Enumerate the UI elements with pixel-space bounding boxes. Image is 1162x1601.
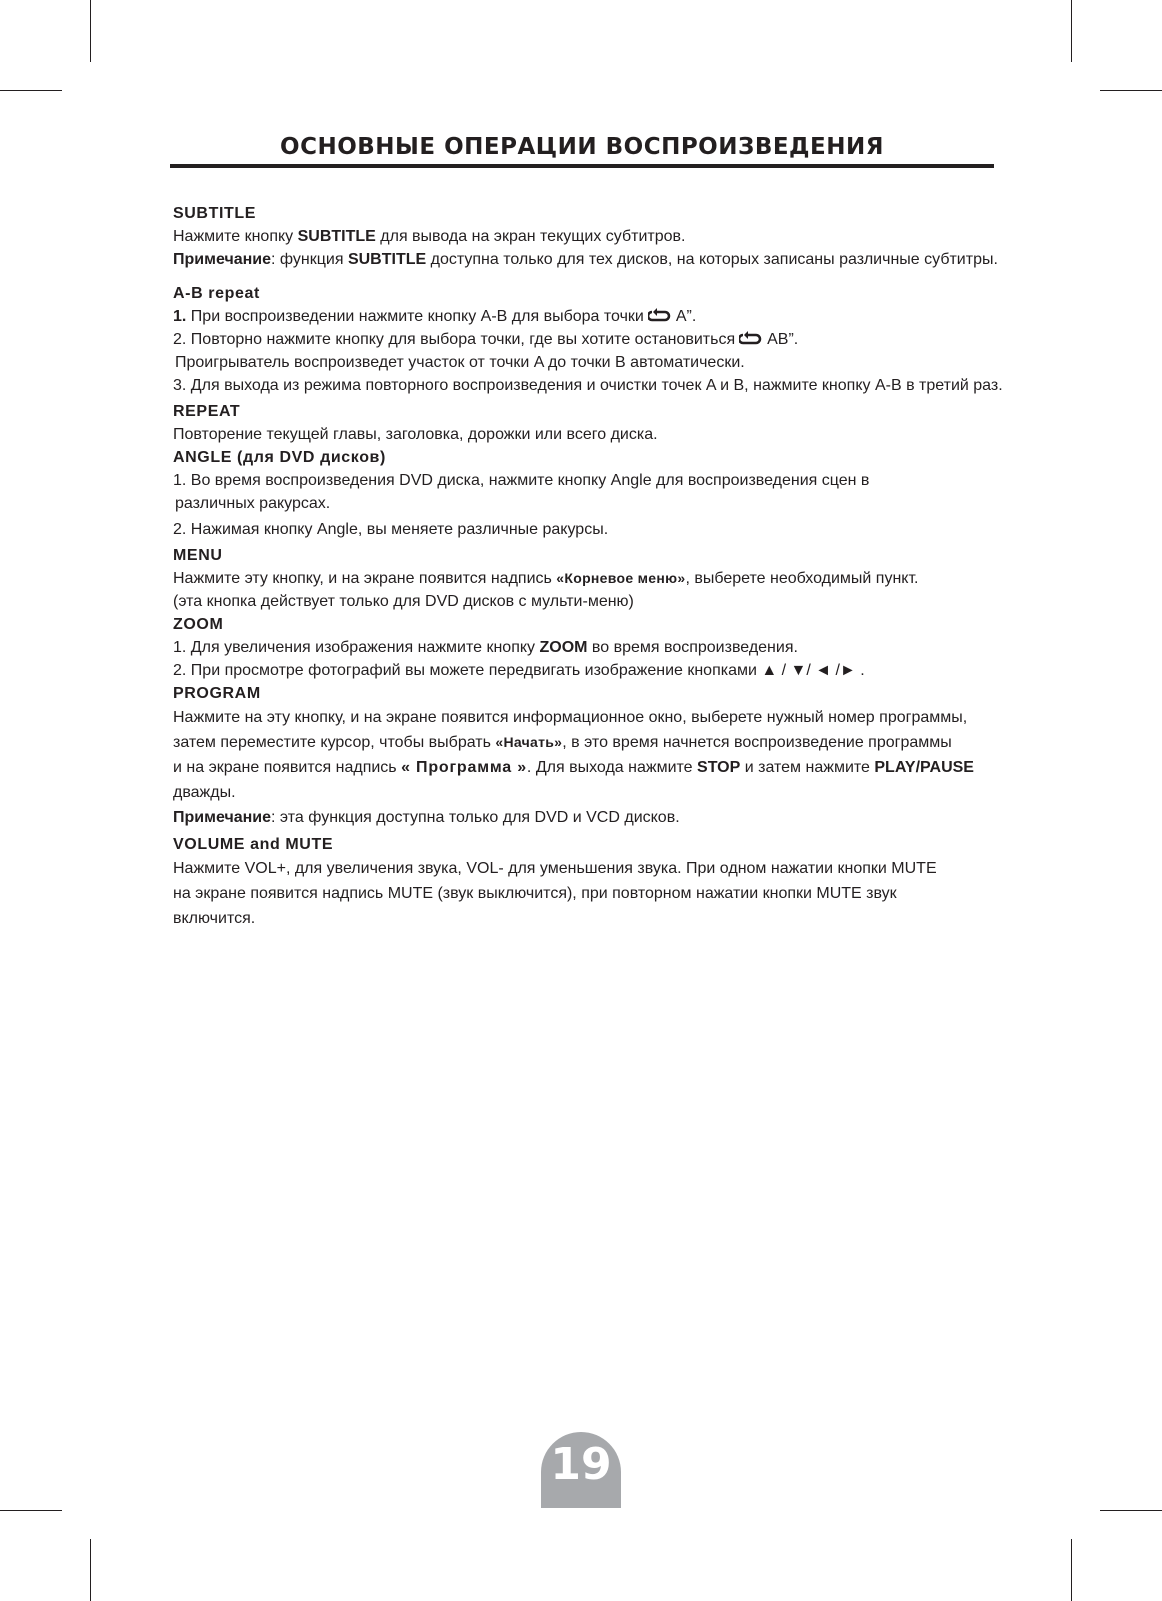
section-angle: [173, 446, 1003, 541]
section-heading-subtitle: SUBTITLE: [173, 205, 257, 222]
zoom-step-2: 2. При просмотре фотографий вы можете передвигать изображение кнопками ▲ / ▼/ ◄ /► .: [173, 662, 865, 679]
volume-line-3: включится.: [173, 910, 256, 927]
step-number: 1.: [173, 308, 187, 325]
section-heading-angle: ANGLE (для DVD дисков): [173, 449, 386, 466]
subtitle-note: [173, 248, 1003, 271]
program-label: « Программа »: [401, 759, 527, 776]
text: 1. Для увеличения изображения нажмите кнопку: [173, 639, 540, 656]
text: При воспроизведении нажмите кнопку A-B для выбора точки: [186, 308, 644, 325]
text: . Для выхода нажмите: [526, 759, 698, 776]
volume-line-1: Нажмите VOL+, для увеличения звука, VOL- для уменьшения звука. При одном нажатии кнопки MUTE: [173, 860, 937, 877]
zoom-step-1: [173, 636, 1003, 659]
subtitle-button-name: SUBTITLE: [347, 251, 427, 268]
program-line-4: дважды.: [173, 784, 236, 801]
angle-step-1b: различных ракурсах.: [175, 495, 331, 512]
note-label: Примечание: [173, 251, 272, 268]
text: во время воспроизведения.: [587, 639, 798, 656]
note-label: Примечание: [173, 809, 272, 826]
ab-repeat-step-1: [173, 305, 1003, 328]
section-heading-menu: MENU: [173, 547, 223, 564]
program-line-2: [173, 730, 1003, 755]
text: : эта функция доступна только для DVD и VCD дисков.: [271, 809, 680, 826]
ab-repeat-info: Проигрыватель воспроизведет участок от точки A до точки B автоматически.: [175, 354, 745, 371]
angle-step-2: 2. Нажимая кнопку Angle, вы меняете различные ракурсы.: [173, 521, 609, 538]
text: : функция: [271, 251, 348, 268]
program-note: [173, 805, 1003, 830]
page-number: 19: [550, 1439, 612, 1490]
crop-mark-top-right-v: [1071, 0, 1072, 62]
repeat-icon: [648, 308, 672, 324]
page-number-tab: [541, 1432, 621, 1508]
text: и на экране появится надпись: [173, 759, 402, 776]
section-zoom: [173, 613, 1003, 682]
crop-mark-bottom-right-v: [1071, 1539, 1072, 1601]
text: доступна только для тех дисков, на которых записаны различные субтитры.: [426, 251, 998, 268]
subtitle-button-name: SUBTITLE: [297, 228, 376, 245]
crop-mark-top-left-v: [90, 0, 91, 62]
section-heading-repeat: REPEAT: [173, 403, 241, 420]
page-title: ОСНОВНЫЕ ОПЕРАЦИИ ВОСПРОИЗВЕДЕНИЯ: [280, 134, 884, 160]
subtitle-instruction: [173, 225, 1003, 248]
crop-mark-bottom-left-h: [0, 1510, 62, 1511]
text: A”.: [675, 308, 697, 325]
text: затем переместите курсор, чтобы выбрать: [173, 734, 496, 751]
text: для вывода на экран текущих субтитров.: [375, 228, 686, 245]
title-rule: [170, 164, 994, 168]
volume-line-2: на экране появится надпись MUTE (звук выключится), при повторном нажатии кнопки MUTE звук: [173, 885, 897, 902]
play-pause-button-name: PLAY/PAUSE: [874, 759, 974, 776]
text: , выберете необходимый пункт.: [685, 570, 919, 587]
text: и затем нажмите: [740, 759, 875, 776]
menu-text: [173, 567, 1003, 590]
stop-button-name: STOP: [697, 759, 741, 776]
section-repeat: [173, 400, 1003, 446]
section-subtitle: [173, 202, 1003, 271]
section-heading-zoom: ZOOM: [173, 616, 224, 633]
crop-mark-top-right-h: [1100, 90, 1162, 91]
menu-note: (эта кнопка действует только для DVD дисков с мульти-меню): [173, 593, 634, 610]
crop-mark-bottom-left-v: [90, 1539, 91, 1601]
text: AB”.: [767, 331, 799, 348]
section-ab-repeat: [173, 282, 1003, 397]
program-line-1: Нажмите на эту кнопку, и на экране появится информационное окно, выберете нужный номер программы,: [173, 709, 968, 726]
ab-repeat-step-2: [173, 328, 1003, 351]
manual-content: [173, 202, 1003, 931]
text: Нажмите кнопку: [173, 228, 298, 245]
zoom-button-name: ZOOM: [539, 639, 588, 656]
crop-mark-top-left-h: [0, 90, 62, 91]
section-volume-mute: [173, 833, 1003, 931]
ab-repeat-step-3: 3. Для выхода из режима повторного воспроизведения и очистки точек A и B, нажмите кнопку A-B в третий раз.: [173, 377, 1003, 394]
text: , в это время начнется воспроизведение программы: [562, 734, 952, 751]
text: 2. Повторно нажмите кнопку для выбора точки, где вы хотите остановиться: [173, 331, 736, 348]
repeat-icon: [739, 331, 763, 347]
crop-mark-bottom-right-h: [1100, 1510, 1162, 1511]
repeat-text: Повторение текущей главы, заголовка, дорожки или всего диска.: [173, 426, 658, 443]
section-heading-ab-repeat: A-B repeat: [173, 285, 260, 302]
section-program: [173, 682, 1003, 830]
text: Нажмите эту кнопку, и на экране появится надпись: [173, 570, 557, 587]
angle-step-1a: 1. Во время воспроизведения DVD диска, нажмите кнопку Angle для воспроизведения сцен в: [173, 472, 870, 489]
program-line-3: [173, 755, 1003, 780]
section-heading-volume-mute: VOLUME and MUTE: [173, 836, 334, 853]
section-heading-program: PROGRAM: [173, 685, 261, 702]
start-label: «Начать»: [495, 734, 563, 750]
root-menu-label: «Корневое меню»: [556, 570, 686, 586]
section-menu: [173, 544, 1003, 613]
